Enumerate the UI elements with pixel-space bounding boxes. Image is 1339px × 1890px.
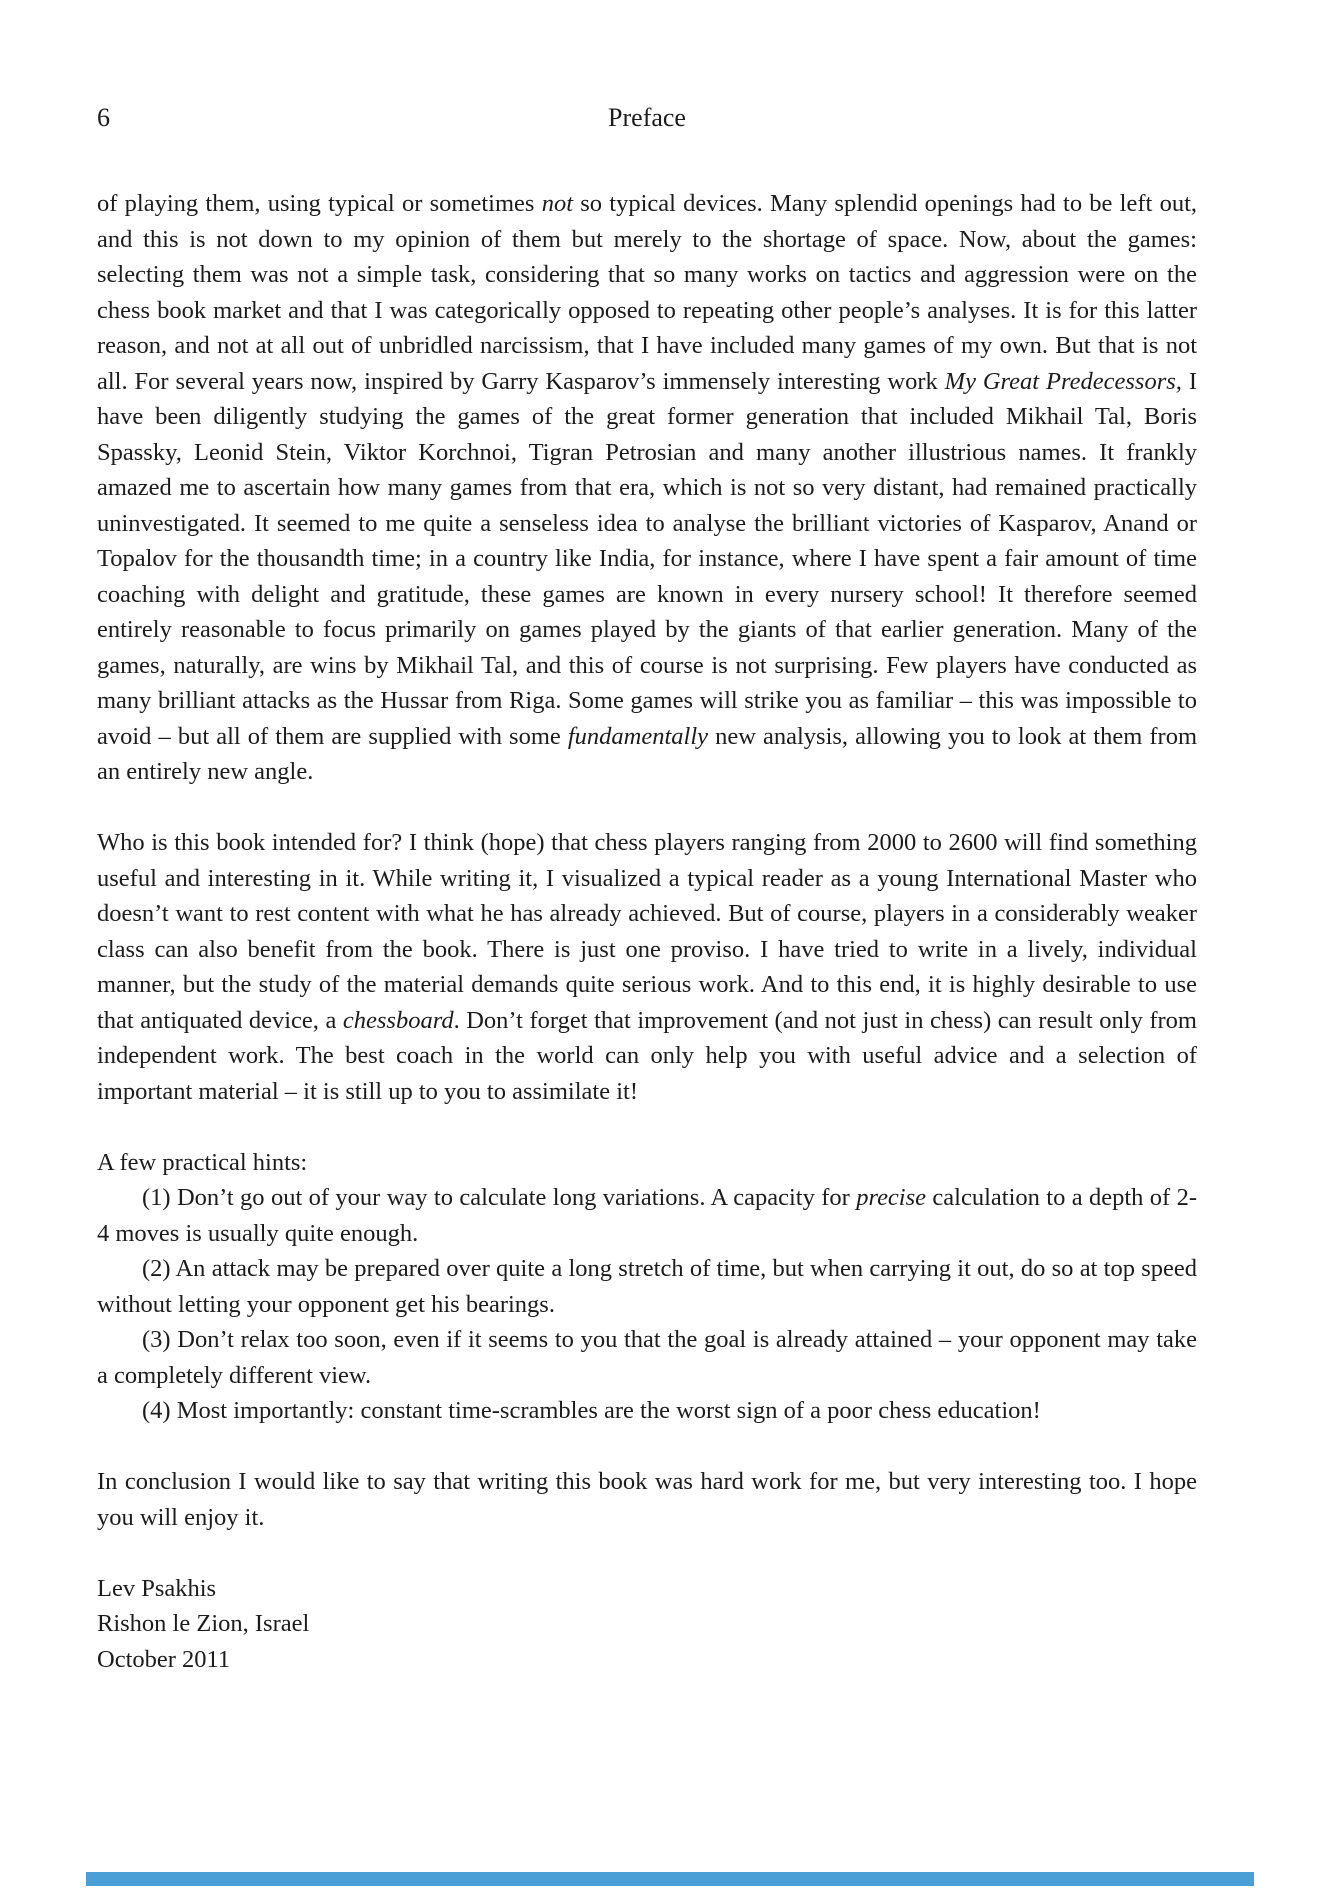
hint-3: (3) Don’t relax too soon, even if it seems to you that the goal is already attained – your opponent may take a completely different view. bbox=[97, 1326, 1197, 1389]
hints-heading: A few practical hints: bbox=[97, 1148, 308, 1176]
hint-4: (4) Most importantly: constant time-scrambles are the worst sign of a poor chess education! bbox=[142, 1397, 1041, 1424]
signature-name: Lev Psakhis bbox=[97, 1574, 217, 1602]
page-title: Preface bbox=[608, 103, 686, 132]
hint-1: (1) Don’t go out of your way to calculate long variations. A capacity for precise calculation to a depth of 2-4 moves is usually quite enough. bbox=[97, 1184, 1197, 1247]
footer-accent-bar bbox=[86, 1872, 1254, 1886]
signature-place: Rishon le Zion, Israel bbox=[97, 1610, 310, 1637]
page-header bbox=[97, 100, 1197, 136]
preface-body bbox=[97, 186, 1197, 1677]
paragraph-conclusion: In conclusion I would like to say that writing this book was hard work for me, but very interesting too. I hope you will enjoy it. bbox=[97, 1468, 1197, 1531]
page-number: 6 bbox=[97, 103, 110, 132]
paragraph-openings-and-games: of playing them, using typical or sometimes not so typical devices. Many splendid openings had to be left out, and this is not down to my opinion of them but merely to the shortage of space. Now, about the games: selecting them was not a simple task, considering that so many works on tactics and aggression were on the chess book market and that I was categorically opposed to repeating other people’s analyses. It is for this latter reason, and not at all out of unbridled narcissism, that I have included many games of my own. But that is not all. For several years now, inspired by Garry Kasparov’s immensely interesting work My Great Predecessors, I have been diligently studying the games of the great former generation that included Mikhail Tal, Boris Spassky, Leonid Stein, Viktor Korchnoi, Tigran Petrosian and many another illustrious names. It frankly amazed me to ascertain how many games from that era, which is not so very distant, had remained practically uninvestigated. It seemed to me quite a senseless idea to analyse the brilliant victories of Kasparov, Anand or Topalov for the thousandth time; in a country like India, for instance, where I have spent a fair amount of time coaching with delight and gratitude, these games are known in every nursery school! It therefore seemed entirely reasonable to focus primarily on games played by the giants of that earlier generation. Many of the games, naturally, are wins by Mikhail Tal, and this of course is not surprising. Few players have conducted as many brilliant attacks as the Hussar from Riga. Some games will strike you as familiar – this was impossible to avoid – but all of them are supplied with some fundamentally new analysis, allowing you to look at them from an entirely new angle. bbox=[97, 190, 1197, 785]
hint-2: (2) An attack may be prepared over quite a long stretch of time, but when carrying it out, do so at top speed without letting your opponent get his bearings. bbox=[97, 1255, 1197, 1318]
signature-date: October 2011 bbox=[97, 1645, 231, 1673]
paragraph-intended-audience: Who is this book intended for? I think (hope) that chess players ranging from 2000 to 2600 will find something useful and interesting in it. While writing it, I visualized a typical reader as a young International Master who doesn’t want to rest content with what he has already achieved. But of course, players in a considerably weaker class can also benefit from the book. There is just one proviso. I have tried to write in a lively, individual manner, but the study of the material demands quite serious work. And to this end, it is highly desirable to use that antiquated device, a chessboard. Don’t forget that improvement (and not just in chess) can result only from independent work. The best coach in the world can only help you with useful advice and a selection of important material – it is still up to you to assimilate it! bbox=[97, 829, 1197, 1105]
